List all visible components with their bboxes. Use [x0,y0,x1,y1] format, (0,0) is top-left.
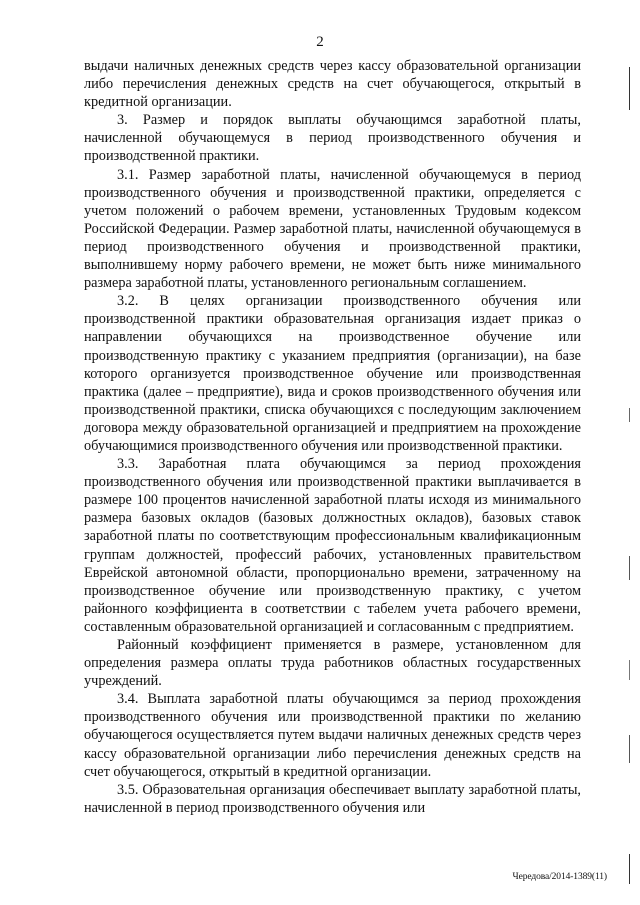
page-number: 2 [316,34,324,50]
scan-edge-mark [629,660,630,680]
scan-edge-mark [629,556,630,580]
paragraph-continuation: выдачи наличных денежных средств через кассу образовательной организации либо перечисления денежных средств на счет обучающегося, открытый в кредитной организации. [84,58,581,111]
paragraph-3-3: 3.3. Заработная плата обучающимся за период прохождения производственного обучения или производственной практики выплачивается в размере 100 процентов начисленной заработной платы исходя из минимального размера базовых окладов (базовых должностных окладов), базовых ставок заработной платы по соответствующим профессиональным квалификационным группам должностей, профессий рабочих, установленных правительством Еврейской автономной области, пропорционально времени, затраченному на производственное обучение или производственную практику, с учетом районного коэффициента в соответствии с табелем учета рабочего времени, составленным образовательной организацией и согласованным с предприятием. [84,456,581,635]
paragraph-regional-coefficient: Районный коэффициент применяется в размере, установленном для определения размера оплаты труда работников областных государственных учреждений. [84,637,581,690]
paragraph-section-3: 3. Размер и порядок выплаты обучающимся заработной платы, начисленной обучающемуся в период производственного обучения и производственной практики. [84,112,581,165]
scan-edge-mark [629,67,630,110]
document-body [84,57,581,817]
scan-edge-mark [629,735,630,763]
paragraph-3-4: 3.4. Выплата заработной платы обучающимся за период прохождения производственного обучения или производственной практики по желанию обучающегося осуществляется путем выдачи наличных денежных средств через кассу образовательной организации либо перечисления денежных средств на счет обучающегося, открытый в кредитной организации. [84,691,581,780]
paragraph-3-1: 3.1. Размер заработной платы, начисленной обучающемуся в период производственного обучения и производственной практики, определяется с учетом положений о рабочем времени, установленных Трудовым кодексом Российской Федерации. Размер заработной платы, начисленной обучающемуся в период производственного обучения и производственной практики, выполнившему норму рабочего времени, не может быть ниже минимального размера заработной платы, установленного региональным соглашением. [84,166,581,292]
document-footer-code: Чередова/2014-1389(11) [512,872,607,882]
scan-edge-mark [629,854,630,884]
paragraph-3-5: 3.5. Образовательная организация обеспечивает выплату заработной платы, начисленной в период производственного обучения или [84,781,581,816]
scan-edge-mark [629,408,630,422]
paragraph-3-2: 3.2. В целях организации производственного обучения или производственной практики образовательная организация издает приказ о направлении обучающихся на производственное обучение или производственную практику с указанием предприятия (организации), на базе которого организуется производственное обучение или производственная практика (далее – предприятие), вида и сроков производственного обучения или производственной практики, списка обучающихся с последующим заключением договора между образовательной организацией и предприятием на прохождение обучающимися производственного обучения или производственной практики. [84,293,581,454]
